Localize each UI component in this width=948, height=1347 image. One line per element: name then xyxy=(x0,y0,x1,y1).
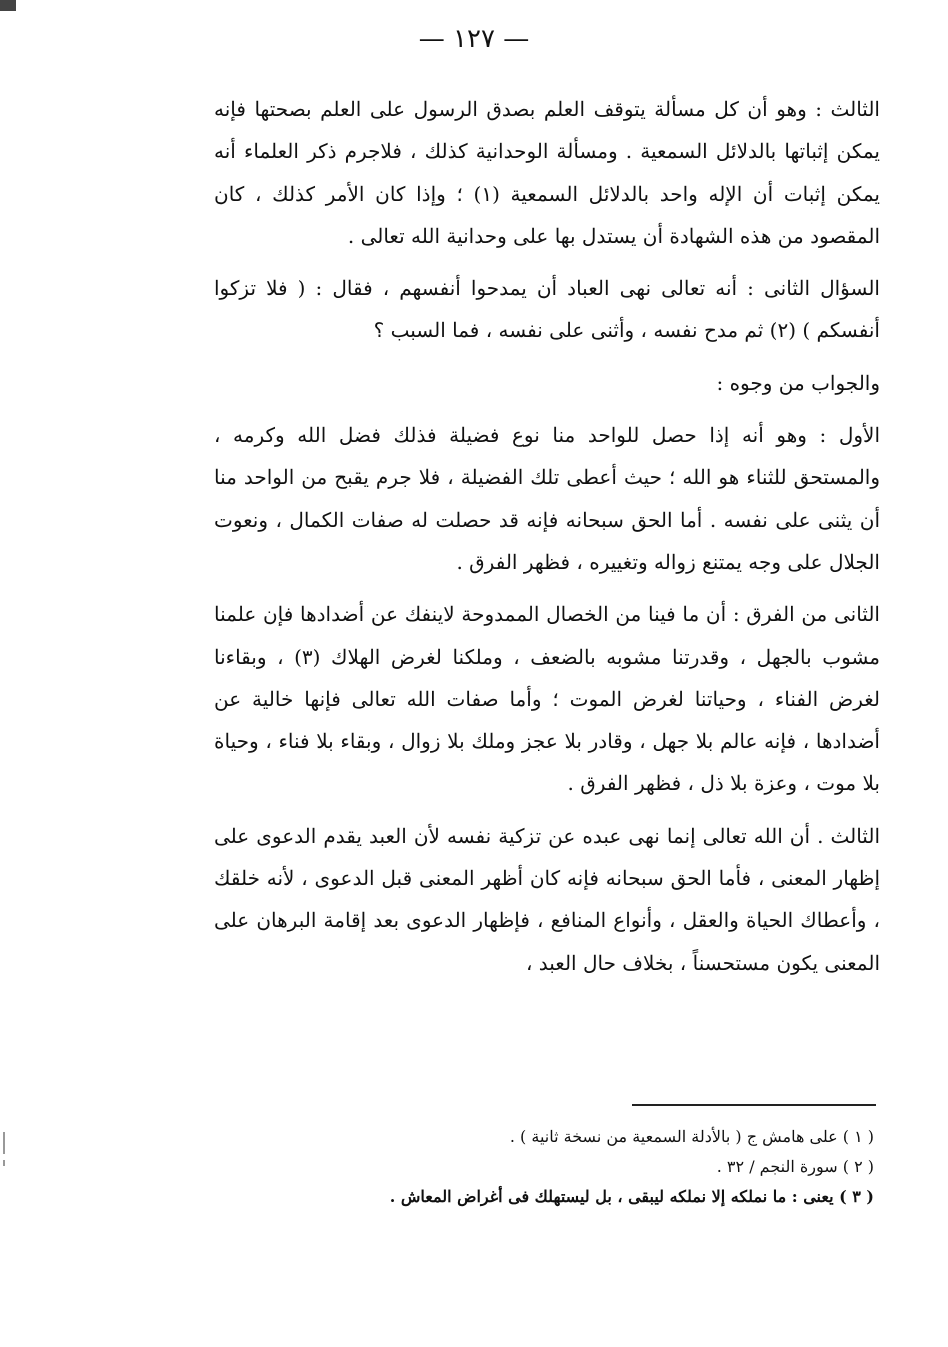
scan-edge-mark xyxy=(3,1160,5,1166)
footnote-1: ( ١ ) على هامش ج ( بالأدلة السمعية من نسخة ثانية ) . xyxy=(509,1127,874,1146)
paragraph-answer-intro: والجواب من وجوه : xyxy=(716,370,880,395)
main-text xyxy=(214,88,880,984)
footnote-divider xyxy=(632,1104,876,1106)
paragraph-third-answer: الثالث . أن الله تعالى إنما نهى عبده عن تزكية نفسه لأن العبد يقدم الدعوى على إظهار المعنى ، فأما الحق سبحانه فإنه كان أظهر المعنى قبل الدعوى ، لأنه خلقك ، وأعطاك الحياة والعقل ، وأنواع المنافع ، فإظهار الدعوى بعد إقامة البرهان على المعنى يكون مستحسناً ، بخلاف حال العبد ، xyxy=(214,823,880,975)
paragraph-second-question: السؤال الثانى : أنه تعالى نهى العباد أن يمدحوا أنفسهم ، فقال : ( فلا تزكوا أنفسكم ) (٢) ثم مدح نفسه ، وأثنى على نفسه ، فما السبب ؟ xyxy=(214,276,880,343)
scan-edge-mark xyxy=(3,1132,5,1154)
page-number: — ١٢٧ — xyxy=(418,24,530,54)
footnote-3: ( ٣ ) يعنى : ما نملكه إلا نملكه ليبقى ، بل ليستهلك فى أغراض المعاش . xyxy=(389,1187,874,1206)
paragraph-third-point: الثالث : وهو أن كل مسألة يتوقف العلم بصدق الرسول على العلم بصحتها فإنه يمكن إثباتها بالدلائل السمعية . ومسألة الوحدانية كذلك ، فلاجرم ذكر العلماء أنه يمكن إثبات أن الإله واحد بالدلائل السمعية (١) ؛ وإذا كان الأمر كذلك ، كان المقصود من هذه الشهادة أن يستدل بها على وحدانية الله تعالى . xyxy=(214,97,880,248)
paragraph-second-answer: الثانى من الفرق : أن ما فينا من الخصال الممدوحة لاينفك عن أضدادها فإن علمنا مشوب بالجهل ، وقدرتنا مشوبه بالضعف ، وملكنا لغرض الهلاك (٣) ، وبقاءنا لغرض الفناء ، وحياتنا لغرض الموت ؛ وأما صفات الله تعالى فإنها خالية عن أضدادها ، فإنه عالم بلا جهل ، وقادر بلا عجز وملك بلا زوال ، وبقاء بلا فناء ، وحياة بلا موت ، وعزة بلا ذل ، فظهر الفرق . xyxy=(214,602,880,796)
footnotes xyxy=(300,1122,874,1212)
scan-corner-mark xyxy=(0,0,16,11)
footnote-2: ( ٢ ) سورة النجم / ٣٢ . xyxy=(716,1157,874,1176)
paragraph-first-answer: الأول : وهو أنه إذا حصل للواحد منا نوع فضيلة فذلك فضل الله وكرمه ، والمستحق للثناء هو الله ؛ حيث أعطى تلك الفضيلة ، فلا جرم يقبح من الواحد منا أن يثنى على نفسه . أما الحق سبحانه فإنه قد حصلت له صفات الكمال ، ونعوت الجلال على وجه يمتنع زواله وتغييره ، فظهر الفرق . xyxy=(214,423,881,574)
